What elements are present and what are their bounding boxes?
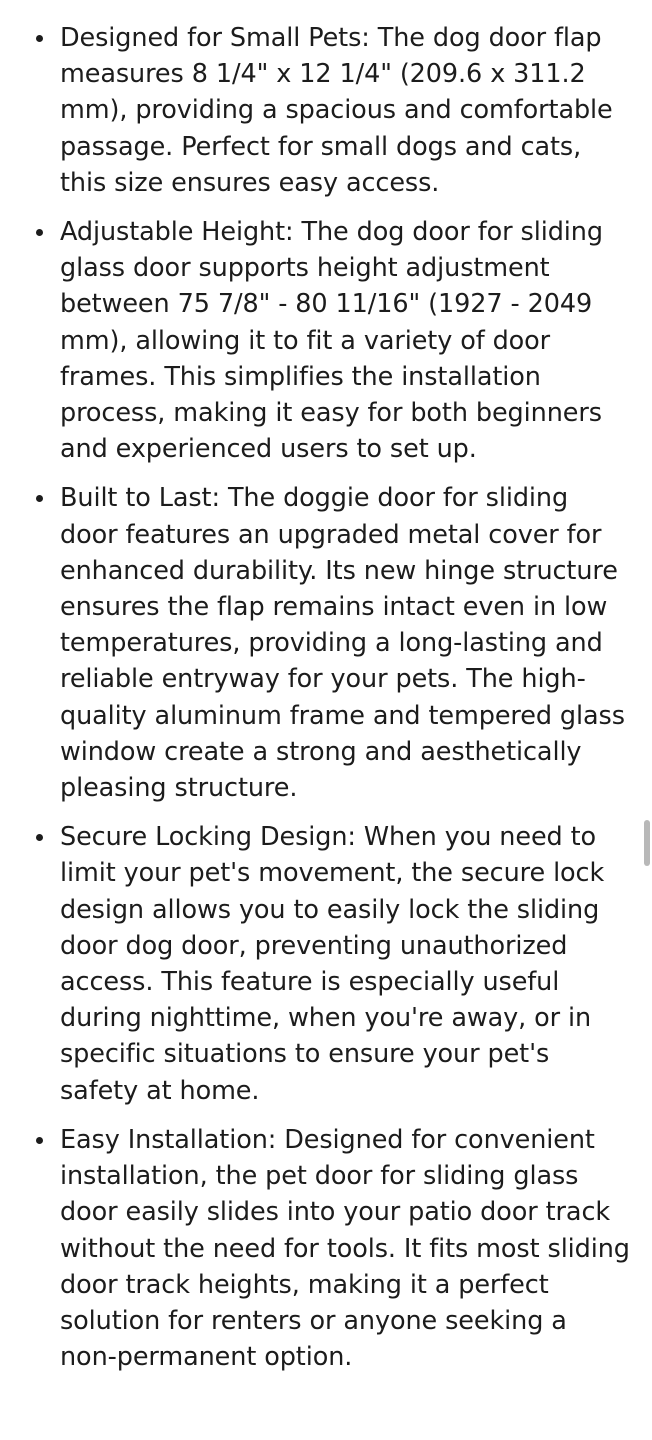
list-item: Secure Locking Design: When you need to limit your pet's movement, the secure lock design allows you to easily lock the sliding door dog door, preventing unauthorized access. This feature is especially useful during nighttime, when you're away, or in specific situations to ensure your pet's safety at home. xyxy=(26,819,630,1109)
scrollbar-thumb[interactable] xyxy=(644,820,650,866)
list-item: Adjustable Height: The dog door for sliding glass door supports height adjustment between 75 7/8" - 80 11/16" (1927 - 2049 mm), allowing it to fit a variety of door frames. This simplifies the installation process, making it easy for both beginners and experienced users to set up. xyxy=(26,214,630,467)
list-item: Designed for Small Pets: The dog door flap measures 8 1/4" x 12 1/4" (209.6 x 311.2 mm), providing a spacious and comfortable passage. Perfect for small dogs and cats, this size ensures easy access. xyxy=(26,20,630,201)
list-item: Easy Installation: Designed for convenient installation, the pet door for sliding glass door easily slides into your patio door track without the need for tools. It fits most sliding door track heights, making it a perfect solution for renters or anyone seeking a non-permanent option. xyxy=(26,1122,630,1375)
list-item: Built to Last: The doggie door for sliding door features an upgraded metal cover for enhanced durability. Its new hinge structure ensures the flap remains intact even in low temperatures, providing a long-lasting and reliable entryway for your pets. The high-quality aluminum frame and tempered glass window create a strong and aesthetically pleasing structure. xyxy=(26,480,630,806)
